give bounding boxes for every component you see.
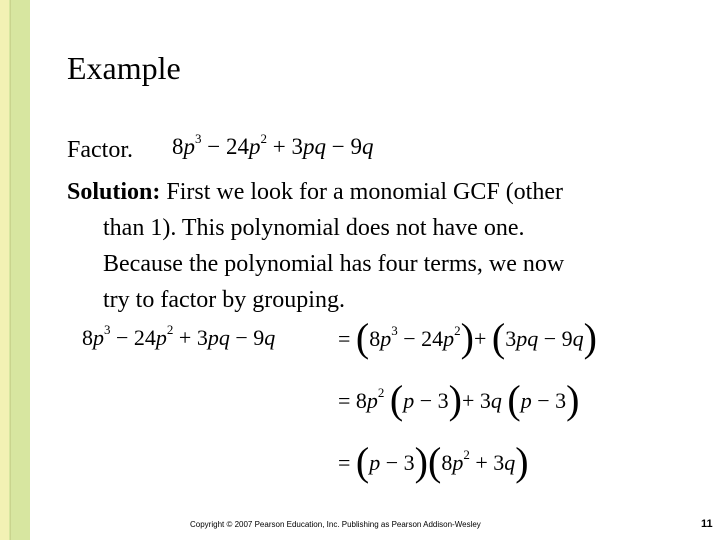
solution-line-4: try to factor by grouping. xyxy=(103,287,345,313)
page-number: 11 xyxy=(701,518,713,530)
factor-label: Factor. xyxy=(67,137,133,163)
work-step-2: = $8p^2$ (p − 3)+ 3q (p − 3) xyxy=(338,377,580,422)
solution-line-3: Because the polynomial has four terms, we now xyxy=(103,251,565,277)
problem-expression: $8p^3 - 24p^2 + 3pq - 9q$ xyxy=(172,131,374,159)
side-accent-bar xyxy=(0,0,30,540)
solution-label: Solution: xyxy=(67,179,161,205)
work-step-3: = $(p - 3)(8p^2 + 3q)$ xyxy=(338,439,529,484)
side-accent-line xyxy=(10,0,11,540)
work-lhs: $8p^3 - 24p^2 + 3pq - 9q$ xyxy=(82,322,276,350)
work-step-1: = $(8p^3 - 24p^2)+ (3pq - 9q)$ xyxy=(338,315,597,360)
factor-row xyxy=(67,132,133,168)
solution-line-1: First we look for a monomial GCF (other xyxy=(160,179,563,205)
slide-title: Example xyxy=(67,50,181,86)
solution-line-2: than 1). This polynomial does not have one. xyxy=(103,215,525,241)
solution-paragraph xyxy=(67,174,564,318)
copyright-footer: Copyright © 2007 Pearson Education, Inc. Publishing as Pearson Addison-Wesley xyxy=(190,520,481,529)
